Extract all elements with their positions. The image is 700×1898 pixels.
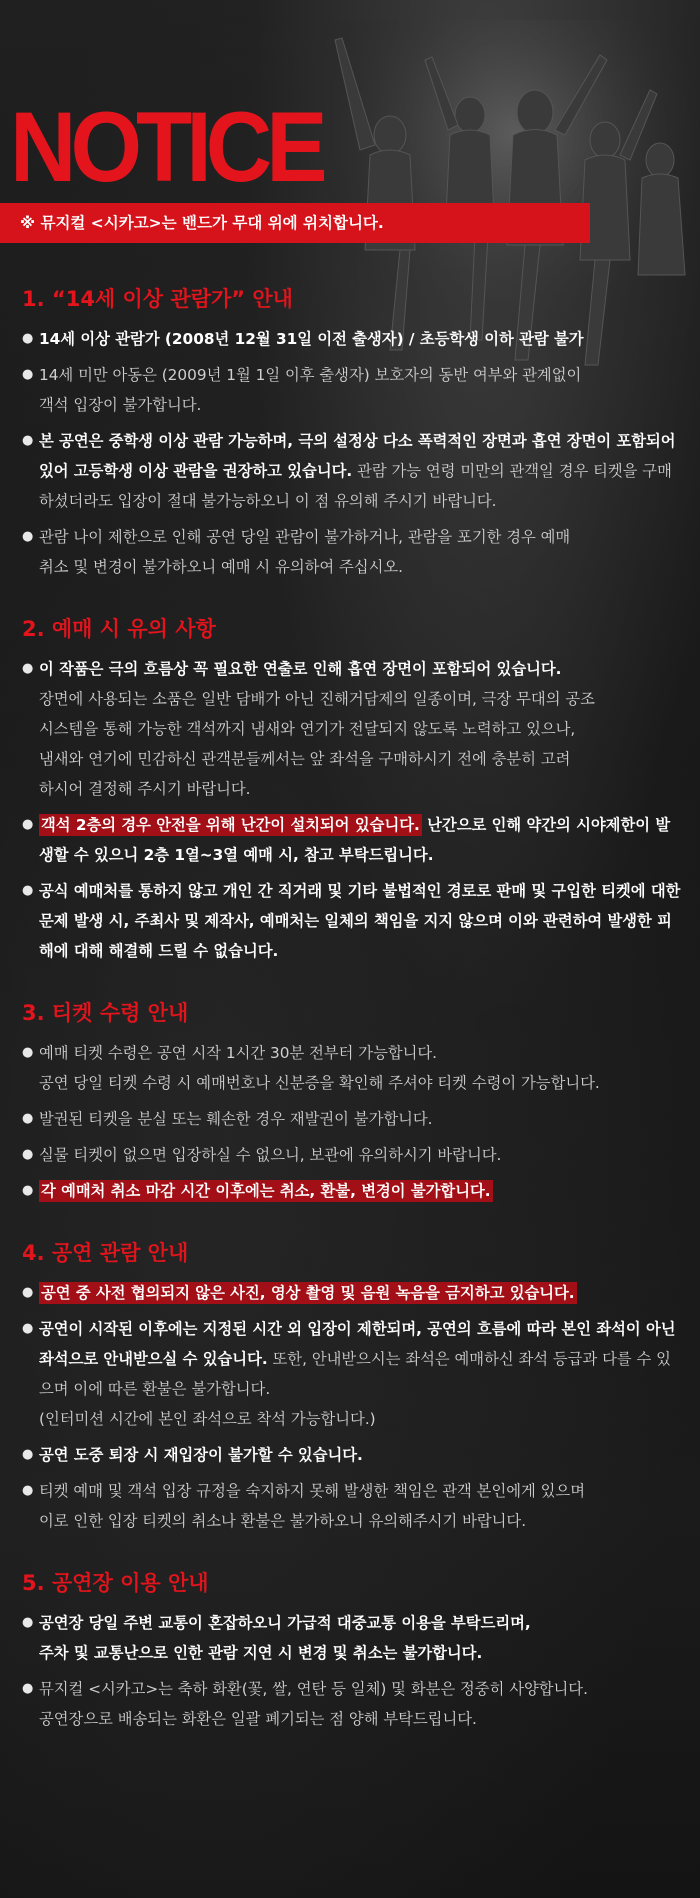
notice-title: NOTICE (10, 92, 322, 203)
notice-content (22, 282, 682, 1764)
bullet-icon: ● (22, 433, 34, 448)
list-item: ● 예매 티켓 수령은 공연 시작 1시간 30분 전부터 가능합니다. 공연 당일 티켓 수령 시 예매번호나 신분증을 확인해 주셔야 티켓 수령이 가능합니다. (22, 1038, 682, 1098)
bullet-icon: ● (22, 817, 34, 832)
list-item: ● 발권된 티켓을 분실 또는 훼손한 경우 재발권이 불가합니다. (22, 1104, 682, 1134)
bullet-icon: ● (22, 883, 34, 898)
list-item: ● 14세 미만 아동은 (2009년 1월 1일 이후 출생자) 보호자의 동반 여부와 관계없이 객석 입장이 불가합니다. (22, 360, 682, 420)
section-viewing-guide (22, 1236, 682, 1536)
list-item: ● 공식 예매처를 통하지 않고 개인 간 직거래 및 기타 불법적인 경로로 판매 및 구입한 티켓에 대한 문제 발생 시, 주최사 및 제작사, 예매처는 일체의 책임을 지지 않으며 이와 관련하여 발생한 피해에 대해 해결해 드릴 수 없습니다. (22, 876, 682, 966)
section-title: 3. 티켓 수령 안내 (22, 1001, 189, 1025)
list-item: ● 공연 도중 퇴장 시 재입장이 불가할 수 있습니다. (22, 1440, 682, 1470)
bullet-icon: ● (22, 1681, 34, 1696)
list-item: ● 티켓 예매 및 객석 입장 규정을 숙지하지 못해 발생한 책임은 관객 본인에게 있으며 이로 인한 입장 티켓의 취소나 환불은 불가하오니 유의해주시기 바랍니다. (22, 1476, 682, 1536)
list-item: ● 공연이 시작된 이후에는 지정된 시간 외 입장이 제한되며, 공연의 흐름에 따라 본인 좌석이 아닌 좌석으로 안내받으실 수 있습니다. 또한, 안내받으시는 좌석은 예매하신 좌석 등급과 다를 수 있으며 이에 따른 환불은 불가합니다. (인터미션 시간에 본인 좌석으로 착석 가능합니다.) (22, 1314, 682, 1434)
highlight-text: 객석 2층의 경우 안전을 위해 난간이 설치되어 있습니다. (41, 816, 420, 834)
section-ticket-pickup (22, 996, 682, 1206)
bullet-icon: ● (22, 1615, 34, 1630)
list-item: ● 관람 나이 제한으로 인해 공연 당일 관람이 불가하거나, 관람을 포기한 경우 예매 취소 및 변경이 불가하오니 예매 시 유의하여 주십시오. (22, 522, 682, 582)
list-item (22, 1278, 682, 1308)
band-notice-text: ※ 뮤지컬 <시카고>는 밴드가 무대 위에 위치합니다. (20, 214, 384, 232)
bullet-icon: ● (22, 1447, 34, 1462)
bullet-icon: ● (22, 1147, 34, 1162)
list-item: ● 객석 2층의 경우 안전을 위해 난간이 설치되어 있습니다. 난간으로 인해 약간의 시야제한이 발생할 수 있으니 2층 1열~3열 예매 시, 참고 부탁드립니다. (22, 810, 682, 870)
list-item: ● 본 공연은 중학생 이상 관람 가능하며, 극의 설정상 다소 폭력적인 장면과 흡연 장면이 포함되어 있어 고등학생 이상 관람을 권장하고 있습니다. 관람 가능 연령 미만의 관객일 경우 티켓을 구매하셨더라도 입장이 절대 불가능하오니 이 점 유의해 주시기 바랍니다. (22, 426, 682, 516)
section-booking-cautions (22, 612, 682, 966)
highlight-text: 각 예매처 취소 마감 시간 이후에는 취소, 환불, 변경이 불가합니다. (41, 1182, 491, 1200)
list-item: ● 뮤지컬 <시카고>는 축하 화환(꽃, 쌀, 연탄 등 일체) 및 화분은 정중히 사양합니다. 공연장으로 배송되는 화환은 일괄 폐기되는 점 양해 부탁드립니다. (22, 1674, 682, 1734)
section-venue-guide (22, 1566, 682, 1734)
list-item: ● 공연장 당일 주변 교통이 혼잡하오니 가급적 대중교통 이용을 부탁드리며, 주차 및 교통난으로 인한 관람 지연 시 변경 및 취소는 불가합니다. (22, 1608, 682, 1668)
bullet-icon: ● (22, 1285, 34, 1300)
highlight-text: 공연 중 사전 협의되지 않은 사진, 영상 촬영 및 음원 녹음을 금지하고 있습니다. (41, 1284, 575, 1302)
bullet-icon: ● (22, 529, 34, 544)
section-title: 2. 예매 시 유의 사항 (22, 617, 216, 641)
section-age-rating (22, 282, 682, 582)
list-item (22, 1176, 682, 1206)
section-title: 4. 공연 관람 안내 (22, 1241, 189, 1265)
bullet-icon: ● (22, 1045, 34, 1060)
bullet-icon: ● (22, 331, 34, 346)
list-item: ● 14세 이상 관람가 (2008년 12월 31일 이전 출생자) / 초등학생 이하 관람 불가 (22, 324, 682, 354)
bullet-icon: ● (22, 1483, 34, 1498)
section-title: 1. “14세 이상 관람가” 안내 (22, 287, 293, 311)
bullet-icon: ● (22, 1183, 34, 1198)
bullet-icon: ● (22, 367, 34, 382)
bullet-icon: ● (22, 1321, 34, 1336)
bullet-icon: ● (22, 661, 34, 676)
hero-banner (0, 0, 700, 245)
list-item: ● 실물 티켓이 없으면 입장하실 수 없으니, 보관에 유의하시기 바랍니다. (22, 1140, 682, 1170)
list-item: ● 이 작품은 극의 흐름상 꼭 필요한 연출로 인해 흡연 장면이 포함되어 있습니다. 장면에 사용되는 소품은 일반 담배가 아닌 진해거담제의 일종이며, 극장 무대의 공조 시스템을 통해 가능한 객석까지 냄새와 연기가 전달되지 않도록 노력하고 있으나, 냄새와 연기에 민감하신 관객분들께서는 앞 좌석을 구매하시기 전에 충분히 고려 하시어 결정해 주시기 바랍니다. (22, 654, 682, 804)
bullet-icon: ● (22, 1111, 34, 1126)
section-title: 5. 공연장 이용 안내 (22, 1571, 209, 1595)
